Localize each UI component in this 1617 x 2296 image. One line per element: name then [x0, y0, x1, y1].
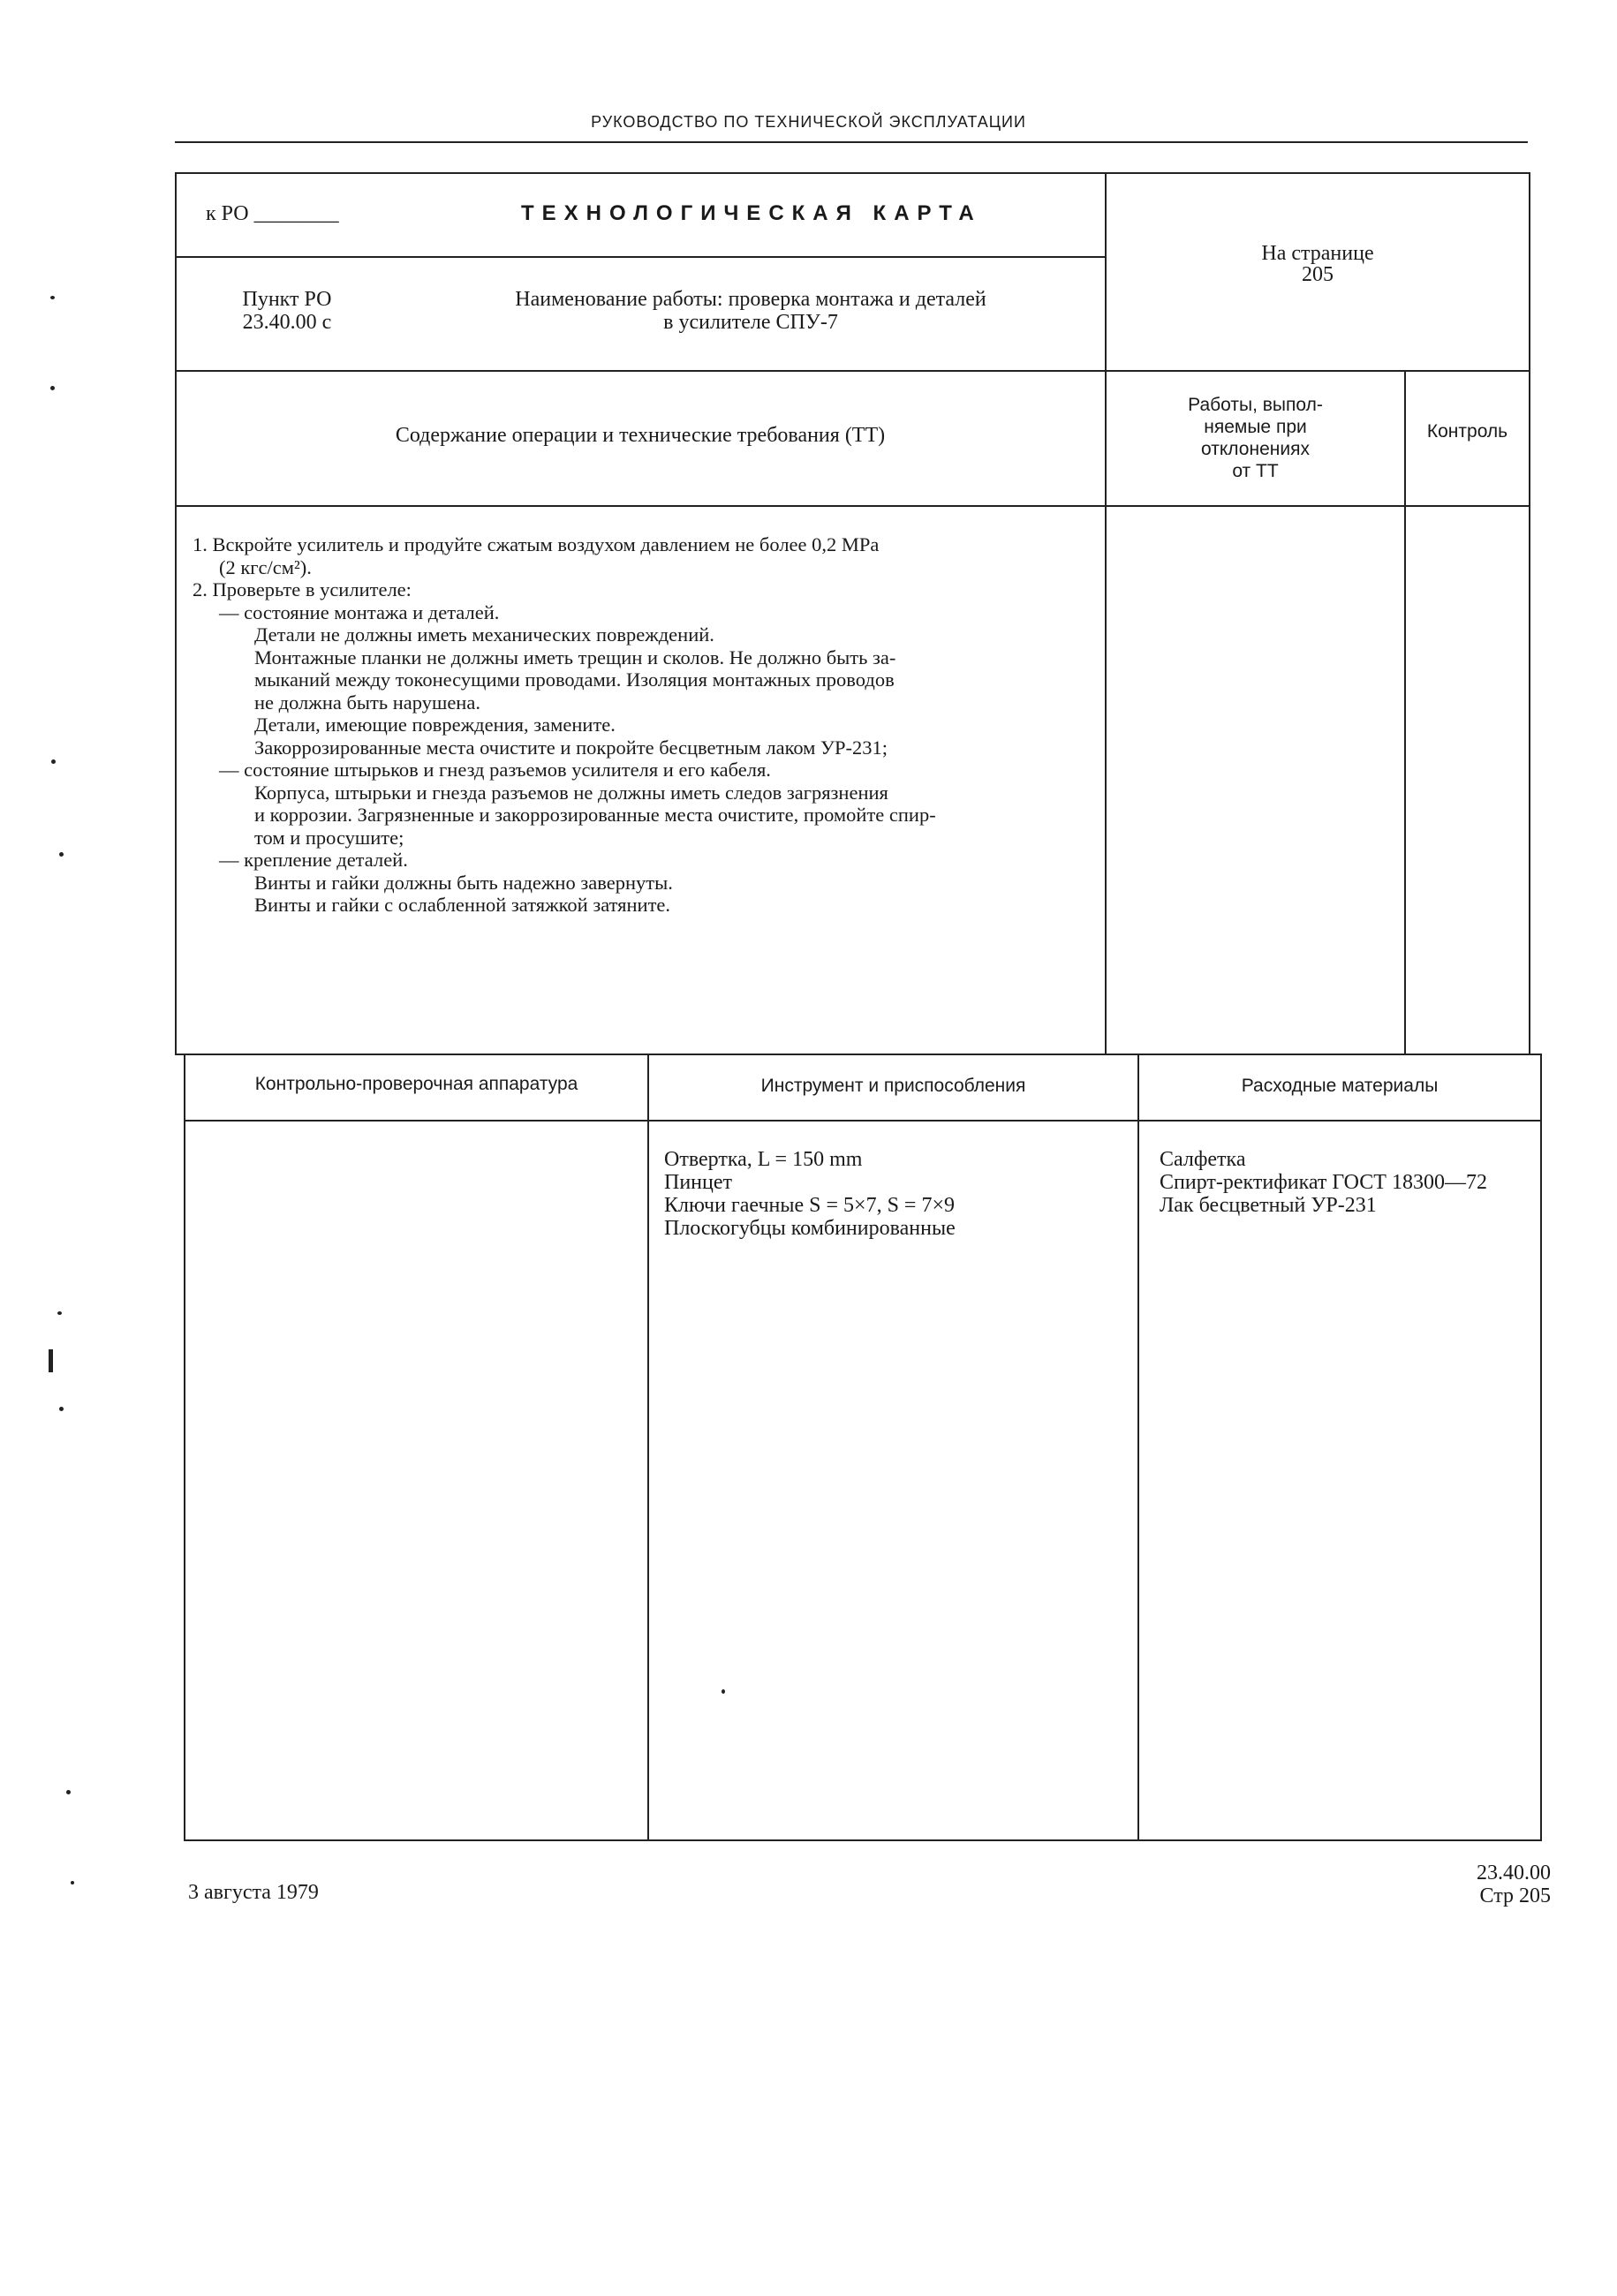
- card-title: ТЕХНОЛОГИЧЕСКАЯ КАРТА: [521, 201, 982, 225]
- frame-right: [1529, 172, 1530, 1055]
- op-line: — состояние монтажа и деталей.: [219, 600, 500, 623]
- item-number: 23.40.00 с: [242, 311, 332, 334]
- ref-label: [206, 202, 339, 225]
- op-line: Винты и гайки должны быть надежно завернуты.: [254, 871, 673, 894]
- page-header: РУКОВОДСТВО ПО ТЕХНИЧЕСКОЙ ЭКСПЛУАТАЦИИ: [591, 113, 1026, 131]
- op-line: не должна быть нарушена.: [254, 691, 480, 714]
- op-line: — состояние штырьков и гнезд разъемов усилителя и его кабеля.: [219, 759, 771, 781]
- dev-line: отклонениях: [1201, 439, 1310, 459]
- lower-div2: [1137, 1054, 1139, 1841]
- op-line: мыканий между токонесущими проводами. Изоляция монтажных проводов: [254, 668, 895, 691]
- scan-speck: [49, 1349, 53, 1372]
- op-line: — крепление деталей.: [219, 849, 408, 871]
- op-line: Детали не должны иметь механических повреждений.: [254, 623, 714, 646]
- lower-div1: [647, 1054, 649, 1841]
- rule-name: [175, 370, 1530, 372]
- rule-colheads: [175, 505, 1530, 507]
- col-control-header: Контроль: [1426, 421, 1508, 442]
- page-label: На странице: [1261, 242, 1374, 265]
- dev-line: няемые при: [1204, 417, 1307, 437]
- scan-speck: [50, 296, 55, 299]
- op-line: Детали, имеющие повреждения, замените.: [254, 714, 616, 736]
- ref-blank: ________: [253, 202, 339, 225]
- lower-bottom: [184, 1839, 1542, 1841]
- frame-divider-control: [1404, 370, 1406, 1055]
- frame-divider-main: [1105, 172, 1107, 1055]
- op-line: (2 кгс/см²).: [219, 555, 312, 578]
- op-line: том и просушите;: [254, 826, 404, 849]
- materials-header: Расходные материалы: [1241, 1076, 1439, 1096]
- scan-speck: [51, 759, 56, 764]
- scan-speck: [50, 386, 55, 390]
- scan-speck: [59, 1407, 64, 1411]
- tools-list: [664, 1148, 1132, 1240]
- materials-list: [1160, 1148, 1539, 1217]
- tool-item: Плоскогубцы комбинированные: [664, 1217, 956, 1240]
- op-line: 2. Проверьте в усилителе:: [193, 578, 412, 600]
- op-line: 1. Вскройте усилитель и продуйте сжатым воздухом давлением не более 0,2 MPa: [193, 533, 880, 555]
- tool-item: Отвертка, L = 150 mm: [664, 1148, 863, 1171]
- tool-item: Ключи гаечные S = 5×7, S = 7×9: [664, 1194, 955, 1217]
- footer-code: 23.40.00: [1477, 1862, 1551, 1884]
- tools-header: Инструмент и приспособления: [760, 1076, 1026, 1096]
- op-line: Винты и гайки с ослабленной затяжкой затяните.: [254, 894, 671, 916]
- equipment-header: Контрольно-проверочная аппаратура: [254, 1074, 578, 1094]
- scan-speck: [66, 1790, 71, 1794]
- scan-speck: [57, 1311, 62, 1315]
- operations-list: [193, 533, 1084, 917]
- footer-page: Стр 205: [1479, 1884, 1551, 1907]
- material-item: Салфетка: [1160, 1148, 1246, 1171]
- material-item: Спирт-ректификат ГОСТ 18300—72: [1160, 1171, 1487, 1194]
- op-line: Корпуса, штырьки и гнезда разъемов не должны иметь следов загрязнения: [254, 781, 888, 804]
- op-line: Монтажные планки не должны иметь трещин и сколов. Не должно быть за-: [254, 646, 896, 668]
- frame-left: [175, 172, 177, 1055]
- col-deviations-header: [1107, 394, 1404, 482]
- col-content-header: Содержание операции и технические требования (ТТ): [395, 424, 886, 447]
- footer-date: 3 августа 1979: [188, 1881, 319, 1904]
- item-label: Пункт РО: [242, 288, 332, 311]
- scan-speck: [722, 1689, 725, 1694]
- rule-title: [175, 256, 1107, 258]
- work-name-line2: в усилителе СПУ-7: [663, 311, 838, 334]
- lower-top: [175, 1054, 1542, 1055]
- frame-top: [175, 172, 1530, 174]
- lower-head-rule: [184, 1120, 1542, 1122]
- lower-right: [1540, 1054, 1542, 1841]
- dev-line: Работы, выпол-: [1188, 395, 1323, 415]
- header-rule: [175, 141, 1528, 143]
- op-line: и коррозии. Загрязненные и закоррозированные места очистите, промойте спир-: [254, 804, 936, 826]
- op-line: Закоррозированные места очистите и покройте бесцветным лаком УР-231;: [254, 736, 888, 759]
- page-number: 205: [1302, 263, 1334, 286]
- tool-item: Пинцет: [664, 1171, 733, 1194]
- work-name-line1: Наименование работы: проверка монтажа и деталей: [515, 288, 986, 311]
- dev-line: от ТТ: [1232, 461, 1279, 481]
- lower-left: [184, 1054, 185, 1841]
- material-item: Лак бесцветный УР-231: [1160, 1194, 1377, 1217]
- scan-speck: [71, 1881, 74, 1884]
- ref-label-text: к РО: [206, 202, 249, 225]
- scan-speck: [59, 852, 64, 857]
